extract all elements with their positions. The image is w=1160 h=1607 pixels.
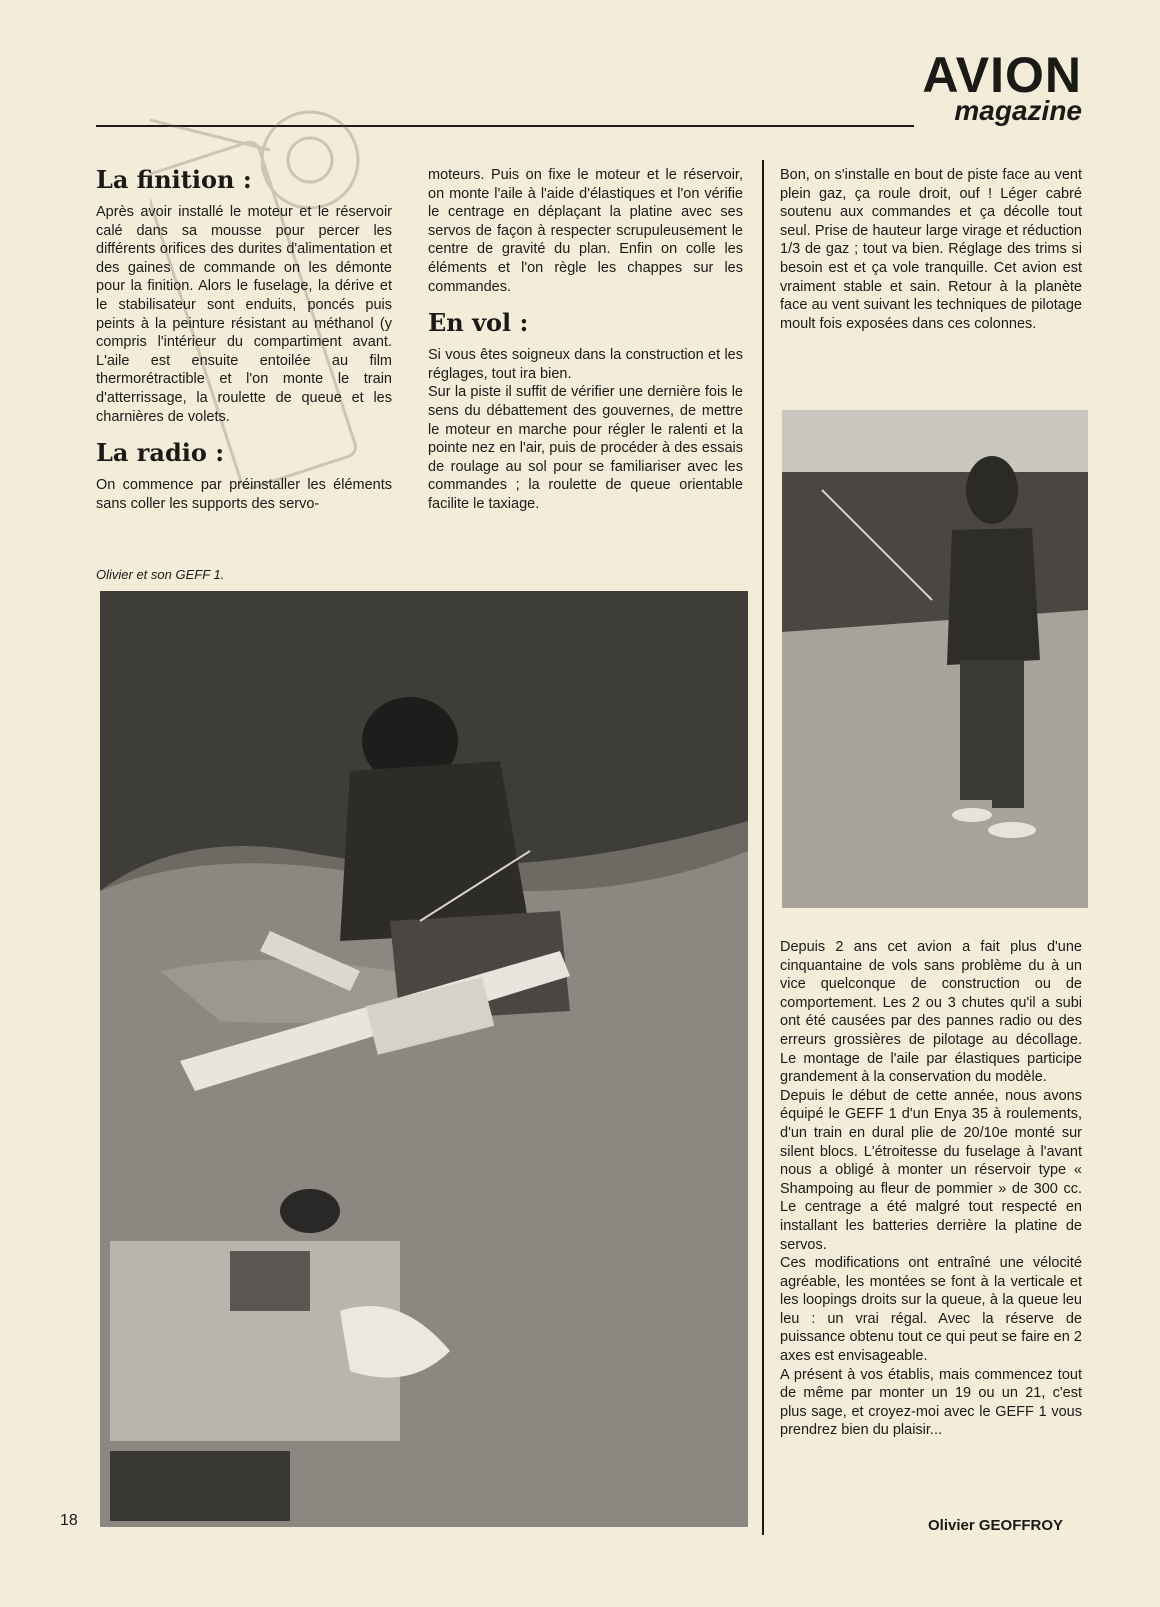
heading-radio: La radio : (96, 438, 225, 468)
paragraph-flight: Bon, on s'installe en bout de piste face au vent plein gaz, ça roule droit, ouf ! Léger cabré soutenu aux commandes et ça décolle tout seul. Prise de hauteur large virage et réduction 1/3 de gaz ; tout va bien. Réglage des trims si besoin est et ça vole tranquille. Cet avion est vraiment stable et sain. Retour à la planète face au vent suivant les techniques de pilotage moult fois exposées dans ces colonnes. (780, 167, 1082, 332)
paragraph-radio: On commence par préinstaller les éléments sans coller les supports des servo- (96, 477, 392, 512)
paragraph-finition: Après avoir installé le moteur et le réservoir calé dans sa mousse pour percer les différents orifices des durites d'alimentation et des gaines de commande on les démonte pour la finition. Alors le fuselage, la dérive et le stabilisateur sont enduits, poncés puis peints à la peinture résistant au méthanol (y compris l'intérieur du compartiment avant. L'aile est ensuite entoilée au film thermorétractible et l'on monte le train d'atterrissage, la roulette de queue et les charnières de volets. (96, 204, 392, 425)
author-signature: Olivier GEOFFROY (928, 1517, 1064, 1534)
photo-pilot (782, 410, 1088, 908)
column-1 (96, 165, 392, 513)
paragraph-modifications: Depuis le début de cette année, nous avons équipé le GEFF 1 d'un Enya 35 à roulements, d'un train en dural plie de 20/10e monté sur silent blocs. L'étroitesse du fuselage à l'avant nous a obligé à monter un réservoir type « Shampoing au fleur de pommier » de 300 cc. Le centrage a été malgré tout respecté en installant les batteries derrière la platine de servos. (780, 1087, 1082, 1253)
paragraph-history: Depuis 2 ans cet avion a fait plus d'une cinquantaine de vols sans problème du à un vice quelconque de construction ou de comportement. Les 2 ou 3 chutes qu'il a subi ont été causées par des pannes radio ou des erreurs grossières de pilotage au décollage. Le montage de l'aile par élastiques participe grandement à la conservation du modèle. (780, 939, 1082, 1086)
paragraph-vol-2: Sur la piste il suffit de vérifier une dernière fois le sens du débattement des gouvernes, de mettre le moteur en marche pour régler le ralenti et la pointe nez en l'air, puis de procéder à des essais de roulage au sol pour se familiariser avec les commandes ; la roulette de queue orientable facilite le taxiage. (428, 384, 743, 512)
heading-en-vol: En vol : (428, 308, 529, 338)
header-rule (96, 125, 914, 127)
column-3-top (780, 166, 1082, 333)
photo-main (100, 591, 748, 1527)
column-2 (428, 166, 743, 514)
heading-finition: La finition : (96, 165, 252, 194)
column-3-bottom (780, 938, 1082, 1440)
column-rule (762, 160, 764, 1535)
page-number: 18 (60, 1512, 78, 1529)
paragraph-performance: Ces modifications ont entraîné une vélocité agréable, les montées se font à la verticale et les loopings droits sur la queue, à la queue leu leu : un vrai régal. Avec la réserve de puissance obtenu tout ce qui peut se faire en 2 axes est envisageable. (780, 1255, 1082, 1365)
paragraph-vol-1: Si vous êtes soigneux dans la construction et les réglages, tout ira bien. (428, 347, 743, 382)
masthead-title: AVION (922, 47, 1082, 103)
paragraph-advice: A présent à vos établis, mais commencez tout de même par monter un 19 ou un 21, c'est plus sage, et croyez-moi avec le GEFF 1 vous prendrez bien du plaisir... (780, 1366, 1082, 1439)
paragraph-continued: moteurs. Puis on fixe le moteur et le réservoir, on monte l'aile à l'aide d'élastiques et l'on vérifie le centrage en déplaçant la platine avec ses servos de façon à respecter scrupuleusement le centre de gravité du plan. Enfin on colle les éléments et l'on règle les chappes sur les commandes. (428, 167, 743, 295)
masthead (922, 47, 1082, 126)
photo-caption: Olivier et son GEFF 1. (96, 567, 225, 582)
masthead-subtitle: magazine (954, 95, 1082, 126)
